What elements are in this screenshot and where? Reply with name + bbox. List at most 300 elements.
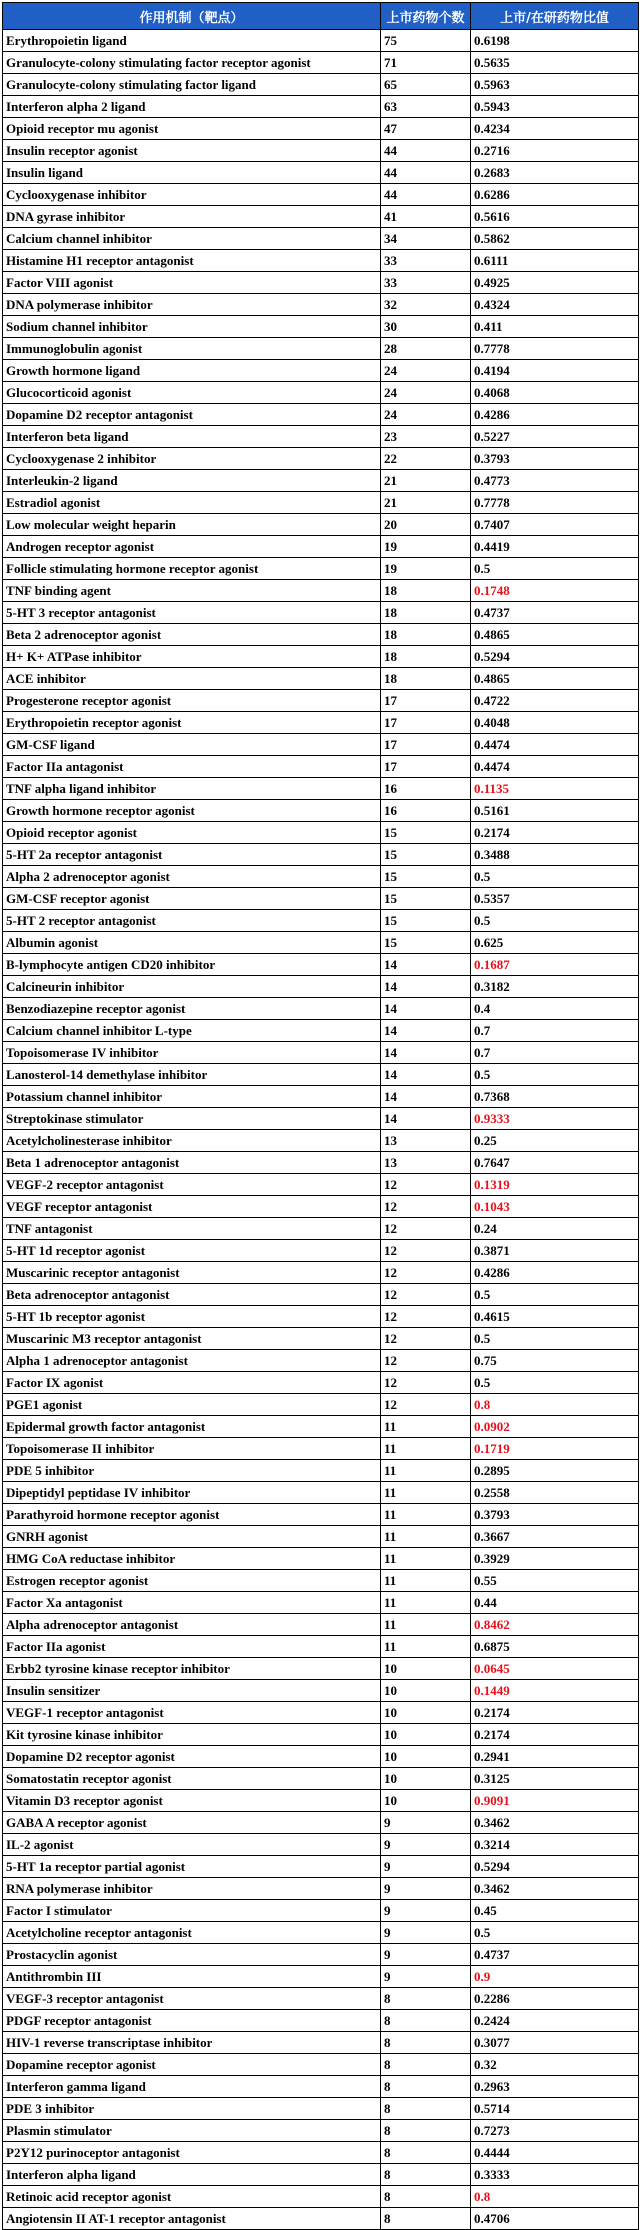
ratio-cell[interactable]: 0.2895 (471, 1460, 639, 1482)
mechanism-cell[interactable]: Low molecular weight heparin (3, 514, 381, 536)
count-cell[interactable]: 11 (381, 1548, 471, 1570)
ratio-cell[interactable]: 0.2963 (471, 2076, 639, 2098)
count-cell[interactable]: 10 (381, 1680, 471, 1702)
mechanism-cell[interactable]: Vitamin D3 receptor agonist (3, 1790, 381, 1812)
mechanism-cell[interactable]: Benzodiazepine receptor agonist (3, 998, 381, 1020)
ratio-cell[interactable]: 0.44 (471, 1592, 639, 1614)
count-cell[interactable]: 12 (381, 1394, 471, 1416)
count-cell[interactable]: 21 (381, 492, 471, 514)
count-cell[interactable]: 8 (381, 2164, 471, 2186)
mechanism-cell[interactable]: H+ K+ ATPase inhibitor (3, 646, 381, 668)
count-cell[interactable]: 11 (381, 1592, 471, 1614)
ratio-cell[interactable]: 0.6875 (471, 1636, 639, 1658)
count-cell[interactable]: 47 (381, 118, 471, 140)
count-cell[interactable]: 10 (381, 1790, 471, 1812)
count-cell[interactable]: 8 (381, 2032, 471, 2054)
mechanism-cell[interactable]: VEGF-2 receptor antagonist (3, 1174, 381, 1196)
mechanism-cell[interactable]: Erythropoietin ligand (3, 30, 381, 52)
ratio-cell[interactable]: 0.9091 (471, 1790, 639, 1812)
mechanism-cell[interactable]: Angiotensin II AT-1 receptor antagonist (3, 2208, 381, 2230)
mechanism-cell[interactable]: Epidermal growth factor antagonist (3, 1416, 381, 1438)
ratio-cell[interactable]: 0.5 (471, 1328, 639, 1350)
count-cell[interactable]: 9 (381, 1812, 471, 1834)
count-cell[interactable]: 71 (381, 52, 471, 74)
mechanism-cell[interactable]: B-lymphocyte antigen CD20 inhibitor (3, 954, 381, 976)
mechanism-cell[interactable]: Dopamine receptor agonist (3, 2054, 381, 2076)
mechanism-cell[interactable]: Beta 1 adrenoceptor antagonist (3, 1152, 381, 1174)
count-cell[interactable]: 15 (381, 888, 471, 910)
count-cell[interactable]: 11 (381, 1482, 471, 1504)
mechanism-cell[interactable]: Interferon beta ligand (3, 426, 381, 448)
ratio-cell[interactable]: 0.2941 (471, 1746, 639, 1768)
mechanism-cell[interactable]: Growth hormone ligand (3, 360, 381, 382)
count-cell[interactable]: 44 (381, 162, 471, 184)
ratio-cell[interactable]: 0.5357 (471, 888, 639, 910)
mechanism-cell[interactable]: Calcineurin inhibitor (3, 976, 381, 998)
mechanism-cell[interactable]: PDGF receptor antagonist (3, 2010, 381, 2032)
count-cell[interactable]: 12 (381, 1262, 471, 1284)
mechanism-cell[interactable]: IL-2 agonist (3, 1834, 381, 1856)
count-cell[interactable]: 11 (381, 1504, 471, 1526)
count-cell[interactable]: 8 (381, 2054, 471, 2076)
count-cell[interactable]: 33 (381, 272, 471, 294)
mechanism-cell[interactable]: DNA polymerase inhibitor (3, 294, 381, 316)
count-cell[interactable]: 11 (381, 1614, 471, 1636)
ratio-cell[interactable]: 0.2174 (471, 822, 639, 844)
ratio-cell[interactable]: 0.3214 (471, 1834, 639, 1856)
count-cell[interactable]: 24 (381, 404, 471, 426)
mechanism-cell[interactable]: Dopamine D2 receptor antagonist (3, 404, 381, 426)
count-cell[interactable]: 15 (381, 932, 471, 954)
ratio-cell[interactable]: 0.4068 (471, 382, 639, 404)
count-cell[interactable]: 22 (381, 448, 471, 470)
ratio-cell[interactable]: 0.4286 (471, 404, 639, 426)
mechanism-cell[interactable]: 5-HT 2a receptor antagonist (3, 844, 381, 866)
mechanism-cell[interactable]: Retinoic acid receptor agonist (3, 2186, 381, 2208)
count-cell[interactable]: 41 (381, 206, 471, 228)
count-cell[interactable]: 18 (381, 668, 471, 690)
ratio-cell[interactable]: 0.1748 (471, 580, 639, 602)
count-cell[interactable]: 9 (381, 1944, 471, 1966)
ratio-cell[interactable]: 0.5 (471, 1284, 639, 1306)
ratio-cell[interactable]: 0.4865 (471, 624, 639, 646)
count-cell[interactable]: 18 (381, 624, 471, 646)
mechanism-cell[interactable]: 5-HT 1a receptor partial agonist (3, 1856, 381, 1878)
mechanism-cell[interactable]: Topoisomerase IV inhibitor (3, 1042, 381, 1064)
count-cell[interactable]: 10 (381, 1658, 471, 1680)
mechanism-cell[interactable]: Plasmin stimulator (3, 2120, 381, 2142)
mechanism-cell[interactable]: Antithrombin III (3, 1966, 381, 1988)
ratio-cell[interactable]: 0.7647 (471, 1152, 639, 1174)
mechanism-cell[interactable]: TNF binding agent (3, 580, 381, 602)
mechanism-cell[interactable]: Dipeptidyl peptidase IV inhibitor (3, 1482, 381, 1504)
mechanism-cell[interactable]: Factor IX agonist (3, 1372, 381, 1394)
mechanism-cell[interactable]: Dopamine D2 receptor agonist (3, 1746, 381, 1768)
ratio-cell[interactable]: 0.8 (471, 2186, 639, 2208)
ratio-cell[interactable]: 0.4615 (471, 1306, 639, 1328)
count-cell[interactable]: 14 (381, 1020, 471, 1042)
count-cell[interactable]: 17 (381, 756, 471, 778)
mechanism-cell[interactable]: GM-CSF ligand (3, 734, 381, 756)
ratio-cell[interactable]: 0.5943 (471, 96, 639, 118)
count-cell[interactable]: 12 (381, 1240, 471, 1262)
mechanism-cell[interactable]: Factor IIa agonist (3, 1636, 381, 1658)
count-cell[interactable]: 8 (381, 1988, 471, 2010)
mechanism-cell[interactable]: Factor IIa antagonist (3, 756, 381, 778)
ratio-cell[interactable]: 0.7407 (471, 514, 639, 536)
count-cell[interactable]: 8 (381, 2208, 471, 2230)
mechanism-cell[interactable]: Calcium channel inhibitor L-type (3, 1020, 381, 1042)
mechanism-cell[interactable]: RNA polymerase inhibitor (3, 1878, 381, 1900)
ratio-cell[interactable]: 0.9 (471, 1966, 639, 1988)
ratio-cell[interactable]: 0.7273 (471, 2120, 639, 2142)
mechanism-cell[interactable]: Insulin sensitizer (3, 1680, 381, 1702)
count-cell[interactable]: 44 (381, 140, 471, 162)
ratio-cell[interactable]: 0.5161 (471, 800, 639, 822)
count-cell[interactable]: 13 (381, 1130, 471, 1152)
ratio-cell[interactable]: 0.4444 (471, 2142, 639, 2164)
ratio-cell[interactable]: 0.1319 (471, 1174, 639, 1196)
count-cell[interactable]: 34 (381, 228, 471, 250)
mechanism-cell[interactable]: Glucocorticoid agonist (3, 382, 381, 404)
mechanism-cell[interactable]: Interferon gamma ligand (3, 2076, 381, 2098)
count-cell[interactable]: 13 (381, 1152, 471, 1174)
mechanism-cell[interactable]: Immunoglobulin agonist (3, 338, 381, 360)
ratio-cell[interactable]: 0.3462 (471, 1812, 639, 1834)
mechanism-cell[interactable]: Alpha 2 adrenoceptor agonist (3, 866, 381, 888)
count-cell[interactable]: 17 (381, 690, 471, 712)
count-cell[interactable]: 14 (381, 976, 471, 998)
ratio-cell[interactable]: 0.32 (471, 2054, 639, 2076)
ratio-cell[interactable]: 0.7 (471, 1020, 639, 1042)
count-cell[interactable]: 9 (381, 1900, 471, 1922)
mechanism-cell[interactable]: Granulocyte-colony stimulating factor receptor agonist (3, 52, 381, 74)
count-cell[interactable]: 21 (381, 470, 471, 492)
ratio-cell[interactable]: 0.3871 (471, 1240, 639, 1262)
mechanism-cell[interactable]: Factor Xa antagonist (3, 1592, 381, 1614)
ratio-cell[interactable]: 0.5 (471, 558, 639, 580)
count-cell[interactable]: 14 (381, 1108, 471, 1130)
ratio-cell[interactable]: 0.4286 (471, 1262, 639, 1284)
mechanism-cell[interactable]: Somatostatin receptor agonist (3, 1768, 381, 1790)
mechanism-cell[interactable]: Acetylcholinesterase inhibitor (3, 1130, 381, 1152)
mechanism-cell[interactable]: Alpha 1 adrenoceptor antagonist (3, 1350, 381, 1372)
count-cell[interactable]: 19 (381, 558, 471, 580)
count-cell[interactable]: 15 (381, 866, 471, 888)
count-cell[interactable]: 8 (381, 2186, 471, 2208)
ratio-cell[interactable]: 0.6111 (471, 250, 639, 272)
ratio-cell[interactable]: 0.4234 (471, 118, 639, 140)
mechanism-cell[interactable]: Factor I stimulator (3, 1900, 381, 1922)
ratio-cell[interactable]: 0.2174 (471, 1724, 639, 1746)
ratio-cell[interactable]: 0.4722 (471, 690, 639, 712)
ratio-cell[interactable]: 0.5616 (471, 206, 639, 228)
count-cell[interactable]: 11 (381, 1460, 471, 1482)
count-cell[interactable]: 11 (381, 1636, 471, 1658)
mechanism-cell[interactable]: VEGF-1 receptor antagonist (3, 1702, 381, 1724)
ratio-cell[interactable]: 0.5294 (471, 1856, 639, 1878)
ratio-cell[interactable]: 0.5 (471, 1064, 639, 1086)
ratio-cell[interactable]: 0.411 (471, 316, 639, 338)
count-cell[interactable]: 12 (381, 1350, 471, 1372)
ratio-cell[interactable]: 0.5 (471, 910, 639, 932)
mechanism-cell[interactable]: Interferon alpha ligand (3, 2164, 381, 2186)
mechanism-cell[interactable]: Progesterone receptor agonist (3, 690, 381, 712)
count-cell[interactable]: 8 (381, 2120, 471, 2142)
header-mechanism[interactable]: 作用机制（靶点） (3, 3, 381, 30)
mechanism-cell[interactable]: Insulin receptor agonist (3, 140, 381, 162)
mechanism-cell[interactable]: Estradiol agonist (3, 492, 381, 514)
count-cell[interactable]: 12 (381, 1306, 471, 1328)
ratio-cell[interactable]: 0.4737 (471, 1944, 639, 1966)
count-cell[interactable]: 14 (381, 1042, 471, 1064)
ratio-cell[interactable]: 0.3929 (471, 1548, 639, 1570)
ratio-cell[interactable]: 0.4737 (471, 602, 639, 624)
count-cell[interactable]: 11 (381, 1570, 471, 1592)
ratio-cell[interactable]: 0.4474 (471, 734, 639, 756)
mechanism-cell[interactable]: 5-HT 3 receptor antagonist (3, 602, 381, 624)
mechanism-cell[interactable]: Topoisomerase II inhibitor (3, 1438, 381, 1460)
mechanism-cell[interactable]: GM-CSF receptor agonist (3, 888, 381, 910)
mechanism-cell[interactable]: VEGF receptor antagonist (3, 1196, 381, 1218)
ratio-cell[interactable]: 0.8462 (471, 1614, 639, 1636)
mechanism-cell[interactable]: Interferon alpha 2 ligand (3, 96, 381, 118)
ratio-cell[interactable]: 0.4048 (471, 712, 639, 734)
mechanism-cell[interactable]: Growth hormone receptor agonist (3, 800, 381, 822)
ratio-cell[interactable]: 0.45 (471, 1900, 639, 1922)
mechanism-cell[interactable]: ACE inhibitor (3, 668, 381, 690)
count-cell[interactable]: 14 (381, 1064, 471, 1086)
count-cell[interactable]: 14 (381, 998, 471, 1020)
ratio-cell[interactable]: 0.1687 (471, 954, 639, 976)
ratio-cell[interactable]: 0.6286 (471, 184, 639, 206)
mechanism-cell[interactable]: GABA A receptor agonist (3, 1812, 381, 1834)
count-cell[interactable]: 8 (381, 2076, 471, 2098)
count-cell[interactable]: 17 (381, 734, 471, 756)
count-cell[interactable]: 32 (381, 294, 471, 316)
mechanism-cell[interactable]: 5-HT 1b receptor agonist (3, 1306, 381, 1328)
ratio-cell[interactable]: 0.5 (471, 866, 639, 888)
mechanism-cell[interactable]: Erbb2 tyrosine kinase receptor inhibitor (3, 1658, 381, 1680)
ratio-cell[interactable]: 0.0902 (471, 1416, 639, 1438)
count-cell[interactable]: 28 (381, 338, 471, 360)
count-cell[interactable]: 75 (381, 30, 471, 52)
ratio-cell[interactable]: 0.9333 (471, 1108, 639, 1130)
count-cell[interactable]: 44 (381, 184, 471, 206)
ratio-cell[interactable]: 0.3793 (471, 448, 639, 470)
ratio-cell[interactable]: 0.75 (471, 1350, 639, 1372)
ratio-cell[interactable]: 0.4706 (471, 2208, 639, 2230)
mechanism-cell[interactable]: Prostacyclin agonist (3, 1944, 381, 1966)
mechanism-cell[interactable]: Insulin ligand (3, 162, 381, 184)
mechanism-cell[interactable]: Lanosterol-14 demethylase inhibitor (3, 1064, 381, 1086)
count-cell[interactable]: 15 (381, 910, 471, 932)
count-cell[interactable]: 33 (381, 250, 471, 272)
ratio-cell[interactable]: 0.4324 (471, 294, 639, 316)
ratio-cell[interactable]: 0.5227 (471, 426, 639, 448)
ratio-cell[interactable]: 0.1719 (471, 1438, 639, 1460)
mechanism-cell[interactable]: DNA gyrase inhibitor (3, 206, 381, 228)
ratio-cell[interactable]: 0.2174 (471, 1702, 639, 1724)
ratio-cell[interactable]: 0.5 (471, 1372, 639, 1394)
ratio-cell[interactable]: 0.2424 (471, 2010, 639, 2032)
ratio-cell[interactable]: 0.3125 (471, 1768, 639, 1790)
mechanism-cell[interactable]: Muscarinic receptor antagonist (3, 1262, 381, 1284)
count-cell[interactable]: 65 (381, 74, 471, 96)
mechanism-cell[interactable]: Factor VIII agonist (3, 272, 381, 294)
count-cell[interactable]: 12 (381, 1372, 471, 1394)
mechanism-cell[interactable]: Alpha adrenoceptor antagonist (3, 1614, 381, 1636)
ratio-cell[interactable]: 0.4419 (471, 536, 639, 558)
ratio-cell[interactable]: 0.4925 (471, 272, 639, 294)
count-cell[interactable]: 63 (381, 96, 471, 118)
count-cell[interactable]: 12 (381, 1218, 471, 1240)
ratio-cell[interactable]: 0.55 (471, 1570, 639, 1592)
ratio-cell[interactable]: 0.7778 (471, 492, 639, 514)
mechanism-cell[interactable]: Granulocyte-colony stimulating factor ligand (3, 74, 381, 96)
mechanism-cell[interactable]: Interleukin-2 ligand (3, 470, 381, 492)
count-cell[interactable]: 16 (381, 800, 471, 822)
count-cell[interactable]: 8 (381, 2010, 471, 2032)
count-cell[interactable]: 18 (381, 602, 471, 624)
mechanism-cell[interactable]: Sodium channel inhibitor (3, 316, 381, 338)
count-cell[interactable]: 10 (381, 1702, 471, 1724)
count-cell[interactable]: 24 (381, 360, 471, 382)
count-cell[interactable]: 10 (381, 1768, 471, 1790)
mechanism-cell[interactable]: PDE 3 inhibitor (3, 2098, 381, 2120)
count-cell[interactable]: 12 (381, 1174, 471, 1196)
count-cell[interactable]: 9 (381, 1856, 471, 1878)
count-cell[interactable]: 9 (381, 1834, 471, 1856)
count-cell[interactable]: 18 (381, 580, 471, 602)
count-cell[interactable]: 16 (381, 778, 471, 800)
mechanism-cell[interactable]: Follicle stimulating hormone receptor agonist (3, 558, 381, 580)
ratio-cell[interactable]: 0.4 (471, 998, 639, 1020)
ratio-cell[interactable]: 0.7778 (471, 338, 639, 360)
mechanism-cell[interactable]: HIV-1 reverse transcriptase inhibitor (3, 2032, 381, 2054)
ratio-cell[interactable]: 0.2683 (471, 162, 639, 184)
mechanism-cell[interactable]: Acetylcholine receptor antagonist (3, 1922, 381, 1944)
count-cell[interactable]: 11 (381, 1416, 471, 1438)
mechanism-cell[interactable]: Streptokinase stimulator (3, 1108, 381, 1130)
ratio-cell[interactable]: 0.8 (471, 1394, 639, 1416)
count-cell[interactable]: 24 (381, 382, 471, 404)
count-cell[interactable]: 12 (381, 1196, 471, 1218)
mechanism-cell[interactable]: Cyclooxygenase 2 inhibitor (3, 448, 381, 470)
ratio-cell[interactable]: 0.4865 (471, 668, 639, 690)
count-cell[interactable]: 8 (381, 2098, 471, 2120)
count-cell[interactable]: 9 (381, 1878, 471, 1900)
ratio-cell[interactable]: 0.25 (471, 1130, 639, 1152)
ratio-cell[interactable]: 0.4194 (471, 360, 639, 382)
ratio-cell[interactable]: 0.7368 (471, 1086, 639, 1108)
mechanism-cell[interactable]: 5-HT 2 receptor antagonist (3, 910, 381, 932)
ratio-cell[interactable]: 0.625 (471, 932, 639, 954)
ratio-cell[interactable]: 0.5862 (471, 228, 639, 250)
count-cell[interactable]: 11 (381, 1438, 471, 1460)
mechanism-cell[interactable]: HMG CoA reductase inhibitor (3, 1548, 381, 1570)
mechanism-cell[interactable]: PGE1 agonist (3, 1394, 381, 1416)
mechanism-cell[interactable]: Cyclooxygenase inhibitor (3, 184, 381, 206)
count-cell[interactable]: 23 (381, 426, 471, 448)
mechanism-cell[interactable]: PDE 5 inhibitor (3, 1460, 381, 1482)
count-cell[interactable]: 14 (381, 954, 471, 976)
mechanism-cell[interactable]: Beta 2 adrenoceptor agonist (3, 624, 381, 646)
mechanism-cell[interactable]: Potassium channel inhibitor (3, 1086, 381, 1108)
ratio-cell[interactable]: 0.3077 (471, 2032, 639, 2054)
count-cell[interactable]: 8 (381, 2142, 471, 2164)
ratio-cell[interactable]: 0.5963 (471, 74, 639, 96)
count-cell[interactable]: 15 (381, 822, 471, 844)
mechanism-cell[interactable]: Muscarinic M3 receptor antagonist (3, 1328, 381, 1350)
ratio-cell[interactable]: 0.5 (471, 1922, 639, 1944)
ratio-cell[interactable]: 0.3488 (471, 844, 639, 866)
ratio-cell[interactable]: 0.1043 (471, 1196, 639, 1218)
mechanism-cell[interactable]: TNF antagonist (3, 1218, 381, 1240)
ratio-cell[interactable]: 0.5714 (471, 2098, 639, 2120)
count-cell[interactable]: 10 (381, 1724, 471, 1746)
ratio-cell[interactable]: 0.4773 (471, 470, 639, 492)
mechanism-cell[interactable]: Beta adrenoceptor antagonist (3, 1284, 381, 1306)
ratio-cell[interactable]: 0.1449 (471, 1680, 639, 1702)
ratio-cell[interactable]: 0.3667 (471, 1526, 639, 1548)
count-cell[interactable]: 12 (381, 1284, 471, 1306)
ratio-cell[interactable]: 0.5294 (471, 646, 639, 668)
count-cell[interactable]: 11 (381, 1526, 471, 1548)
count-cell[interactable]: 14 (381, 1086, 471, 1108)
mechanism-cell[interactable]: GNRH agonist (3, 1526, 381, 1548)
ratio-cell[interactable]: 0.3333 (471, 2164, 639, 2186)
ratio-cell[interactable]: 0.2558 (471, 1482, 639, 1504)
ratio-cell[interactable]: 0.3462 (471, 1878, 639, 1900)
count-cell[interactable]: 15 (381, 844, 471, 866)
count-cell[interactable]: 10 (381, 1746, 471, 1768)
ratio-cell[interactable]: 0.6198 (471, 30, 639, 52)
mechanism-cell[interactable]: Parathyroid hormone receptor agonist (3, 1504, 381, 1526)
count-cell[interactable]: 30 (381, 316, 471, 338)
mechanism-cell[interactable]: TNF alpha ligand inhibitor (3, 778, 381, 800)
mechanism-cell[interactable]: Erythropoietin receptor agonist (3, 712, 381, 734)
ratio-cell[interactable]: 0.1135 (471, 778, 639, 800)
header-ratio[interactable]: 上市/在研药物比值 (471, 3, 639, 30)
mechanism-cell[interactable]: Kit tyrosine kinase inhibitor (3, 1724, 381, 1746)
ratio-cell[interactable]: 0.4474 (471, 756, 639, 778)
count-cell[interactable]: 12 (381, 1328, 471, 1350)
mechanism-cell[interactable]: Opioid receptor agonist (3, 822, 381, 844)
mechanism-cell[interactable]: 5-HT 1d receptor agonist (3, 1240, 381, 1262)
count-cell[interactable]: 17 (381, 712, 471, 734)
header-approved-count[interactable]: 上市药物个数 (381, 3, 471, 30)
mechanism-cell[interactable]: VEGF-3 receptor antagonist (3, 1988, 381, 2010)
ratio-cell[interactable]: 0.24 (471, 1218, 639, 1240)
ratio-cell[interactable]: 0.2286 (471, 1988, 639, 2010)
mechanism-cell[interactable]: Albumin agonist (3, 932, 381, 954)
mechanism-cell[interactable]: Calcium channel inhibitor (3, 228, 381, 250)
mechanism-cell[interactable]: Estrogen receptor agonist (3, 1570, 381, 1592)
count-cell[interactable]: 20 (381, 514, 471, 536)
count-cell[interactable]: 18 (381, 646, 471, 668)
ratio-cell[interactable]: 0.7 (471, 1042, 639, 1064)
count-cell[interactable]: 9 (381, 1966, 471, 1988)
ratio-cell[interactable]: 0.2716 (471, 140, 639, 162)
ratio-cell[interactable]: 0.5635 (471, 52, 639, 74)
mechanism-cell[interactable]: Androgen receptor agonist (3, 536, 381, 558)
mechanism-cell[interactable]: Histamine H1 receptor antagonist (3, 250, 381, 272)
mechanism-cell[interactable]: Opioid receptor mu agonist (3, 118, 381, 140)
count-cell[interactable]: 9 (381, 1922, 471, 1944)
ratio-cell[interactable]: 0.3182 (471, 976, 639, 998)
count-cell[interactable]: 19 (381, 536, 471, 558)
